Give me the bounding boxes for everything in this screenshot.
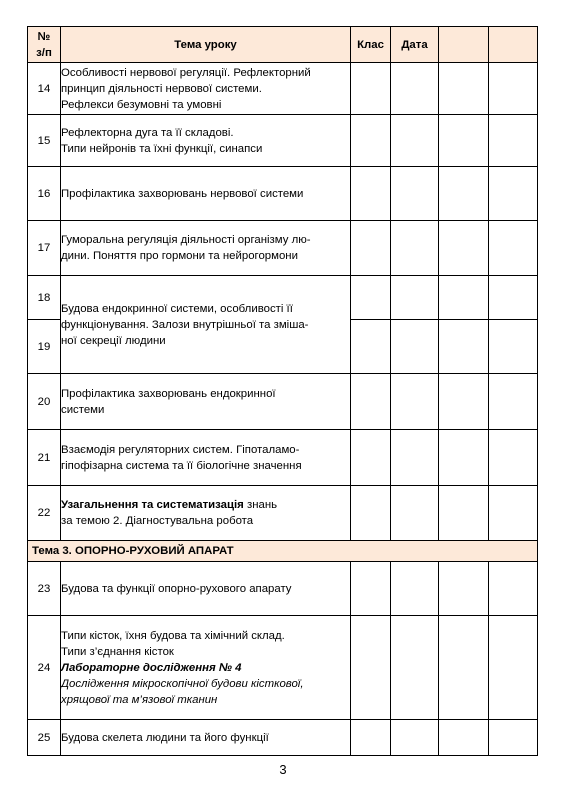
row-extra-cell[interactable]	[489, 320, 538, 374]
row-extra-cell[interactable]	[489, 616, 538, 720]
table-row	[28, 486, 538, 541]
section-row	[28, 541, 538, 562]
row-date-cell[interactable]	[391, 374, 439, 430]
row-number: 17	[28, 221, 61, 276]
header-topic: Тема уроку	[61, 27, 351, 63]
row-class-cell[interactable]	[351, 276, 391, 320]
row-extra-cell[interactable]	[439, 374, 489, 430]
row-class-cell[interactable]	[351, 374, 391, 430]
table-row	[28, 63, 538, 115]
row-class-cell[interactable]	[351, 616, 391, 720]
row-extra-cell[interactable]	[439, 115, 489, 167]
row-date-cell[interactable]	[391, 616, 439, 720]
row-topic: Будова та функції опорно-рухового апарату	[61, 562, 351, 616]
row-extra-cell[interactable]	[489, 374, 538, 430]
row-number: 19	[28, 320, 61, 374]
row-topic: Будова ендокринної системи, особливості її функціонування. Залози внутрішньої та зміша- ної секреції людини	[61, 276, 351, 374]
table-row	[28, 430, 538, 486]
table-row	[28, 115, 538, 167]
row-date-cell[interactable]	[391, 430, 439, 486]
row-extra-cell[interactable]	[439, 616, 489, 720]
header-date: Дата	[391, 27, 439, 63]
lesson-plan-table	[27, 26, 538, 756]
header-extra-2	[489, 27, 538, 63]
table-row	[28, 221, 538, 276]
row-topic: Рефлекторна дуга та її складові. Типи нейронів та їхні функції, синапси	[61, 115, 351, 167]
row-date-cell[interactable]	[391, 562, 439, 616]
row-class-cell[interactable]	[351, 486, 391, 541]
row-extra-cell[interactable]	[489, 63, 538, 115]
row-topic: Гуморальна регуляція діяльності організму лю- дини. Поняття про гормони та нейрогормони	[61, 221, 351, 276]
row-date-cell[interactable]	[391, 486, 439, 541]
section-title: Тема 3. ОПОРНО-РУХОВИЙ АПАРАТ	[28, 541, 538, 562]
header-class: Клас	[351, 27, 391, 63]
row-topic: Профілактика захворювань нервової системи	[61, 167, 351, 221]
row-class-cell[interactable]	[351, 430, 391, 486]
row-extra-cell[interactable]	[439, 430, 489, 486]
row-topic: Типи кісток, їхня будова та хімічний склад. Типи з’єднання кісток Лабораторне дослідження № 4 Дослідження мікроскопічної будови кісткової, хрящової та м’язової тканин	[61, 616, 351, 720]
row-extra-cell[interactable]	[489, 720, 538, 756]
row-number: 15	[28, 115, 61, 167]
table-row	[28, 720, 538, 756]
row-number: 22	[28, 486, 61, 541]
row-extra-cell[interactable]	[439, 276, 489, 320]
row-class-cell[interactable]	[351, 63, 391, 115]
row-date-cell[interactable]	[391, 320, 439, 374]
row-extra-cell[interactable]	[489, 276, 538, 320]
row-number: 20	[28, 374, 61, 430]
row-topic: Узагальнення та систематизація знань за темою 2. Діагностувальна робота	[61, 486, 351, 541]
row-class-cell[interactable]	[351, 167, 391, 221]
table-row	[28, 562, 538, 616]
row-number: 24	[28, 616, 61, 720]
row-date-cell[interactable]	[391, 276, 439, 320]
row-topic: Взаємодія регуляторних систем. Гіпоталамо- гіпофізарна система та її біологічне значення	[61, 430, 351, 486]
row-class-cell[interactable]	[351, 720, 391, 756]
row-date-cell[interactable]	[391, 63, 439, 115]
header-number: № з/п	[28, 27, 61, 63]
row-extra-cell[interactable]	[489, 430, 538, 486]
table-row	[28, 374, 538, 430]
row-class-cell[interactable]	[351, 562, 391, 616]
row-topic: Профілактика захворювань ендокринної системи	[61, 374, 351, 430]
table-row	[28, 167, 538, 221]
row-date-cell[interactable]	[391, 221, 439, 276]
row-extra-cell[interactable]	[439, 486, 489, 541]
table-row	[28, 276, 538, 320]
lab-title: Лабораторне дослідження № 4	[61, 661, 242, 674]
row-class-cell[interactable]	[351, 115, 391, 167]
header-extra-1	[439, 27, 489, 63]
row-number: 14	[28, 63, 61, 115]
row-number: 25	[28, 720, 61, 756]
row-number: 18	[28, 276, 61, 320]
row-extra-cell[interactable]	[439, 63, 489, 115]
row-extra-cell[interactable]	[489, 167, 538, 221]
row-topic: Будова скелета людини та його функції	[61, 720, 351, 756]
row-extra-cell[interactable]	[439, 320, 489, 374]
row-date-cell[interactable]	[391, 720, 439, 756]
row-class-cell[interactable]	[351, 221, 391, 276]
row-number: 23	[28, 562, 61, 616]
row-extra-cell[interactable]	[439, 720, 489, 756]
row-number: 21	[28, 430, 61, 486]
row-date-cell[interactable]	[391, 167, 439, 221]
row-extra-cell[interactable]	[489, 562, 538, 616]
page-number: 3	[279, 762, 287, 777]
table-header-row	[28, 27, 538, 63]
row-extra-cell[interactable]	[439, 562, 489, 616]
row-extra-cell[interactable]	[489, 221, 538, 276]
row-extra-cell[interactable]	[489, 115, 538, 167]
row-topic: Особливості нервової регуляції. Рефлекторний принцип діяльності нервової системи. Рефлекси безумовні та умовні	[61, 63, 351, 115]
row-date-cell[interactable]	[391, 115, 439, 167]
row-extra-cell[interactable]	[489, 486, 538, 541]
row-extra-cell[interactable]	[439, 167, 489, 221]
row-class-cell[interactable]	[351, 320, 391, 374]
table-row	[28, 616, 538, 720]
row-extra-cell[interactable]	[439, 221, 489, 276]
row-number: 16	[28, 167, 61, 221]
